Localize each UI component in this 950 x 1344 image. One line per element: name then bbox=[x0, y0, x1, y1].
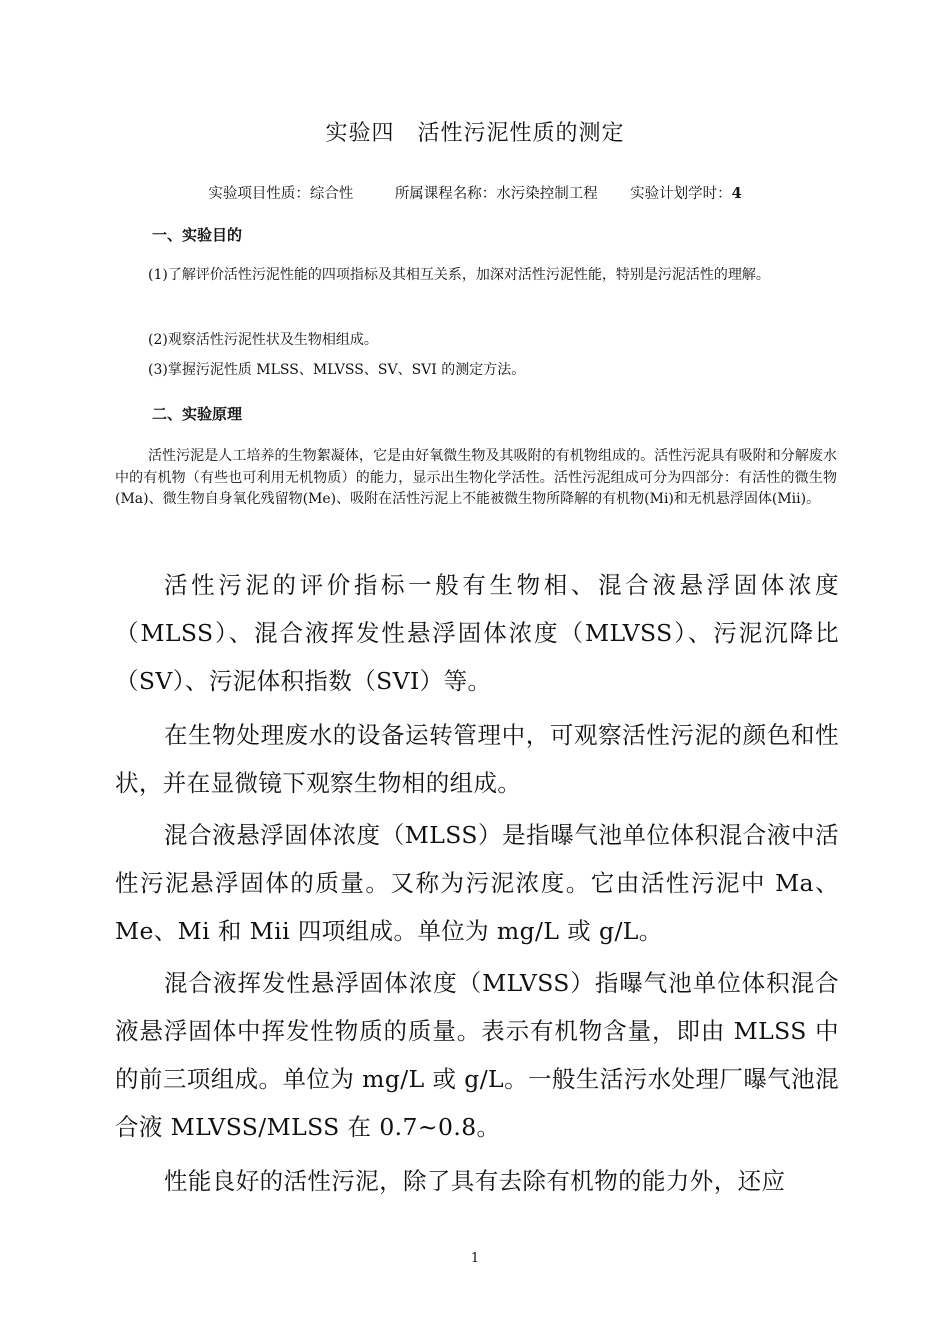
mlss-paragraph: 混合液悬浮固体浓度（MLSS）是指曝气池单位体积混合液中活性污泥悬浮固体的质量。又称为污泥浓度。它由活性污泥中 Ma、Me、Mi 和 Mii 四项组成。单位为 mg/L 或 g/L。 bbox=[115, 821, 839, 945]
principle-intro-paragraph: 活性污泥是人工培养的生物絮凝体，它是由好氧微生物及其吸附的有机物组成的。活性污泥具有吸附和分解废水中的有机物（有些也可利用无机物质）的能力，显示出生物化学活性。活性污泥组成可分为四部分：有活性的微生物(Ma)、微生物自身氧化残留物(Me)、吸附在活性污泥上不能被微生物所降解的有机物(Mi)和无机悬浮固体(Mii)。 bbox=[115, 448, 837, 507]
purpose-item-3: (3)掌握污泥性质 MLSS、MLVSS、SV、SVI 的测定方法。 bbox=[148, 362, 526, 378]
purpose-item-2: (2)观察活性污泥性状及生物相组成。 bbox=[148, 332, 378, 348]
indices-paragraph: 活性污泥的评价指标一般有生物相、混合液悬浮固体浓度（MLSS）、混合液挥发性悬浮固体浓度（MLVSS）、污泥沉降比（SV）、污泥体积指数（SVI）等。 bbox=[115, 571, 839, 695]
course-name: 所属课程名称：水污染控制工程 bbox=[394, 186, 598, 202]
performance-paragraph: 性能良好的活性污泥，除了具有去除有机物的能力外，还应 bbox=[164, 1167, 786, 1195]
page-number: 1 bbox=[470, 1251, 480, 1266]
section-heading-purpose: 一、实验目的 bbox=[152, 226, 243, 244]
planned-hours-label: 实验计划学时： bbox=[630, 186, 732, 202]
mlvss-paragraph: 混合液挥发性悬浮固体浓度（MLVSS）指曝气池单位体积混合液悬浮固体中挥发性物质的质量。表示有机物含量，即由 MLSS 中的前三项组成。单位为 mg/L 或 g/L。一般生活污水处理厂曝气池混合液 MLVSS/MLSS 在 0.7~0.8。 bbox=[115, 969, 839, 1141]
planned-hours-value: 4 bbox=[731, 185, 742, 202]
observation-paragraph: 在生物处理废水的设备运转管理中，可观察活性污泥的颜色和性状，并在显微镜下观察生物相的组成。 bbox=[115, 721, 839, 797]
page-title: 实验四 活性污泥性质的测定 bbox=[325, 121, 625, 146]
purpose-item-1: (1)了解评价活性污泥性能的四项指标及其相互关系，加深对活性污泥性能，特别是污泥活性的理解。 bbox=[148, 267, 770, 283]
project-nature: 实验项目性质：综合性 bbox=[208, 186, 354, 202]
experiment-meta-line bbox=[0, 182, 950, 203]
section-heading-principle: 二、实验原理 bbox=[152, 405, 243, 423]
